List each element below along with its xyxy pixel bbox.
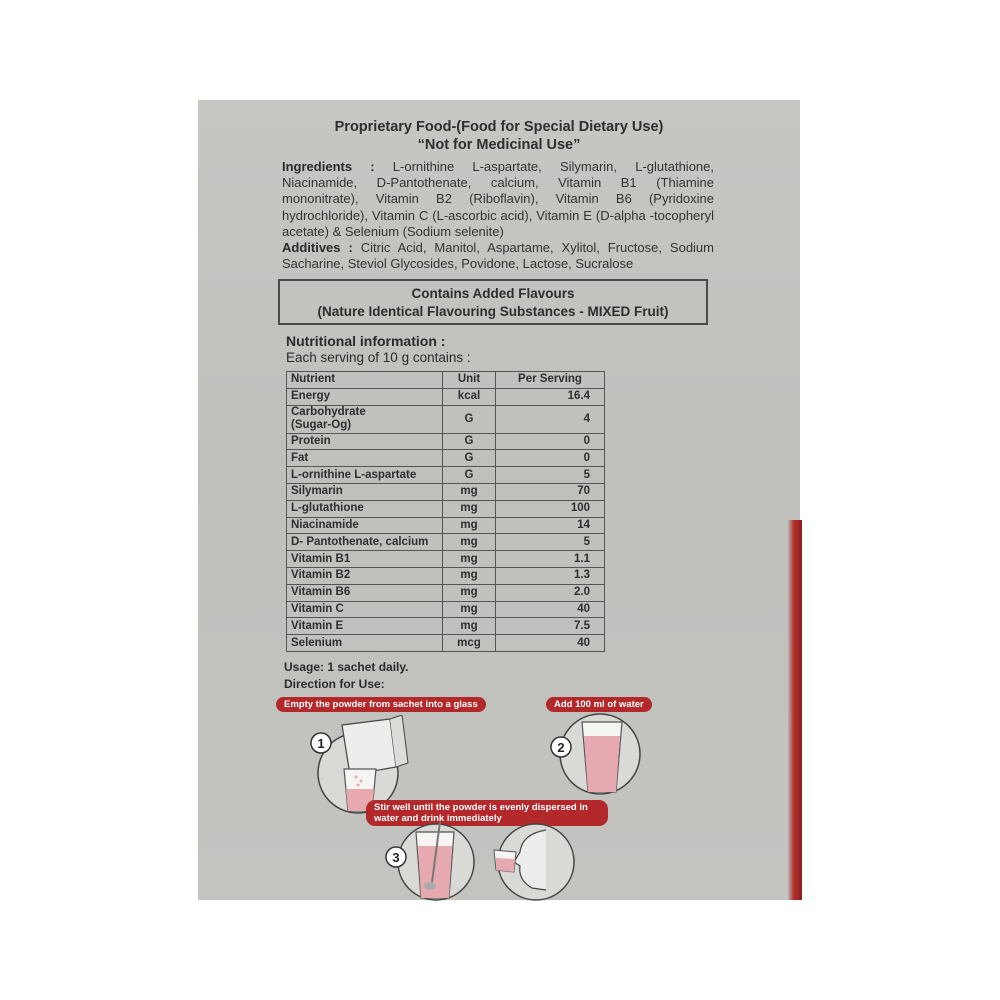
- unit-cell: mg: [443, 618, 496, 635]
- nutrient-cell: Niacinamide: [287, 517, 443, 534]
- value-cell: 2.0: [496, 584, 605, 601]
- direction-heading: Direction for Use:: [284, 677, 385, 691]
- unit-cell: mg: [443, 584, 496, 601]
- step-3-label: Stir well until the powder is evenly dispersed in water and drink immediately: [366, 800, 608, 826]
- value-cell: 1.3: [496, 567, 605, 584]
- value-cell: 0: [496, 450, 605, 467]
- unit-cell: G: [443, 467, 496, 484]
- step-2-number: 2: [557, 740, 565, 755]
- nutrition-heading: Nutritional information :: [286, 333, 446, 349]
- unit-cell: mg: [443, 534, 496, 551]
- table-row: [287, 601, 605, 618]
- step-1-number-badge: [306, 728, 336, 758]
- table-row: [287, 388, 605, 405]
- step-3-number-badge: [381, 842, 411, 872]
- table-row: [287, 584, 605, 601]
- table-row: [287, 618, 605, 635]
- nutrient-cell: Vitamin E: [287, 618, 443, 635]
- column-header: Nutrient: [287, 372, 443, 389]
- nutrient-cell: L-glutathione: [287, 500, 443, 517]
- value-cell: 5: [496, 467, 605, 484]
- nutrient-cell: Fat: [287, 450, 443, 467]
- table-row: [287, 635, 605, 652]
- value-cell: 0: [496, 433, 605, 450]
- table-header-row: [287, 372, 605, 389]
- nutrient-cell: Silymarin: [287, 483, 443, 500]
- unit-cell: G: [443, 405, 496, 433]
- table-row: [287, 450, 605, 467]
- table-row: [287, 467, 605, 484]
- table-row: [287, 534, 605, 551]
- value-cell: 4: [496, 405, 605, 433]
- unit-cell: mg: [443, 551, 496, 568]
- ingredients-paragraph: [282, 159, 714, 240]
- header-line-1: Proprietary Food-(Food for Special Dietary Use): [334, 119, 664, 135]
- table-row: [287, 500, 605, 517]
- flavours-line-2: (Nature Identical Flavouring Substances - MIXED Fruit): [317, 304, 669, 319]
- nutrient-cell: Carbohydrate (Sugar-Og): [287, 405, 443, 433]
- header-line-2: “Not for Medicinal Use”: [417, 137, 581, 153]
- usage-text: Usage: 1 sachet daily.: [284, 660, 409, 674]
- step-2-number-badge: [546, 732, 576, 762]
- table-row: [287, 483, 605, 500]
- step-2-label: Add 100 ml of water: [546, 697, 652, 712]
- value-cell: 1.1: [496, 551, 605, 568]
- unit-cell: mg: [443, 567, 496, 584]
- step-1-label: Empty the powder from sachet into a glass: [276, 697, 486, 712]
- column-header: Unit: [443, 372, 496, 389]
- serving-size: Each serving of 10 g contains :: [286, 350, 471, 365]
- unit-cell: kcal: [443, 388, 496, 405]
- value-cell: 40: [496, 635, 605, 652]
- value-cell: 14: [496, 517, 605, 534]
- table-row: [287, 433, 605, 450]
- unit-cell: mcg: [443, 635, 496, 652]
- ingredients-label: Ingredients :: [282, 159, 375, 174]
- nutrient-cell: Protein: [287, 433, 443, 450]
- nutrient-cell: Vitamin B2: [287, 567, 443, 584]
- unit-cell: G: [443, 433, 496, 450]
- table-row: [287, 551, 605, 568]
- nutrient-cell: D- Pantothenate, calcium: [287, 534, 443, 551]
- nutrient-cell: Energy: [287, 388, 443, 405]
- flavours-line-1: Contains Added Flavours: [411, 286, 575, 301]
- value-cell: 7.5: [496, 618, 605, 635]
- step-1-number: 1: [317, 736, 325, 751]
- label-panel: [198, 100, 800, 900]
- nutrition-table: [286, 371, 605, 652]
- value-cell: 70: [496, 483, 605, 500]
- nutrient-cell: Vitamin B6: [287, 584, 443, 601]
- unit-cell: mg: [443, 601, 496, 618]
- additives-text: Citric Acid, Manitol, Aspartame, Xylitol, Fructose, Sodium Sacharine, Steviol Glycosides, Povidone, Lactose, Sucralose: [282, 240, 714, 272]
- unit-cell: mg: [443, 517, 496, 534]
- unit-cell: G: [443, 450, 496, 467]
- table-row: [287, 517, 605, 534]
- value-cell: 5: [496, 534, 605, 551]
- nutrient-cell: Vitamin C: [287, 601, 443, 618]
- value-cell: 100: [496, 500, 605, 517]
- box-edge-red-strip: [788, 520, 802, 900]
- nutrient-cell: L-ornithine L-aspartate: [287, 467, 443, 484]
- additives-label: Additives :: [282, 240, 353, 255]
- value-cell: 16.4: [496, 388, 605, 405]
- unit-cell: mg: [443, 483, 496, 500]
- additives-paragraph: [282, 240, 714, 272]
- step-3-number: 3: [392, 850, 400, 865]
- ingredients-text: L-ornithine L-aspartate, Silymarin, L-glutathione, Niacinamide, D-Pantothenate, calcium, Vitamin B1 (Thiamine mononitrate), Vitamin B2 (Riboflavin), Vitamin B6 (Pyridoxine hydrochloride), Vitamin C (L-ascorbic acid), Vitamin E (D-alpha -tocopheryl acetate) & Selenium (Sodium selenite): [282, 159, 714, 239]
- column-header: Per Serving: [496, 372, 605, 389]
- unit-cell: mg: [443, 500, 496, 517]
- table-row: [287, 405, 605, 433]
- nutrient-cell: Selenium: [287, 635, 443, 652]
- value-cell: 40: [496, 601, 605, 618]
- step-3-illustration: [396, 822, 586, 902]
- flavours-box: [278, 279, 708, 325]
- table-row: [287, 567, 605, 584]
- nutrient-cell: Vitamin B1: [287, 551, 443, 568]
